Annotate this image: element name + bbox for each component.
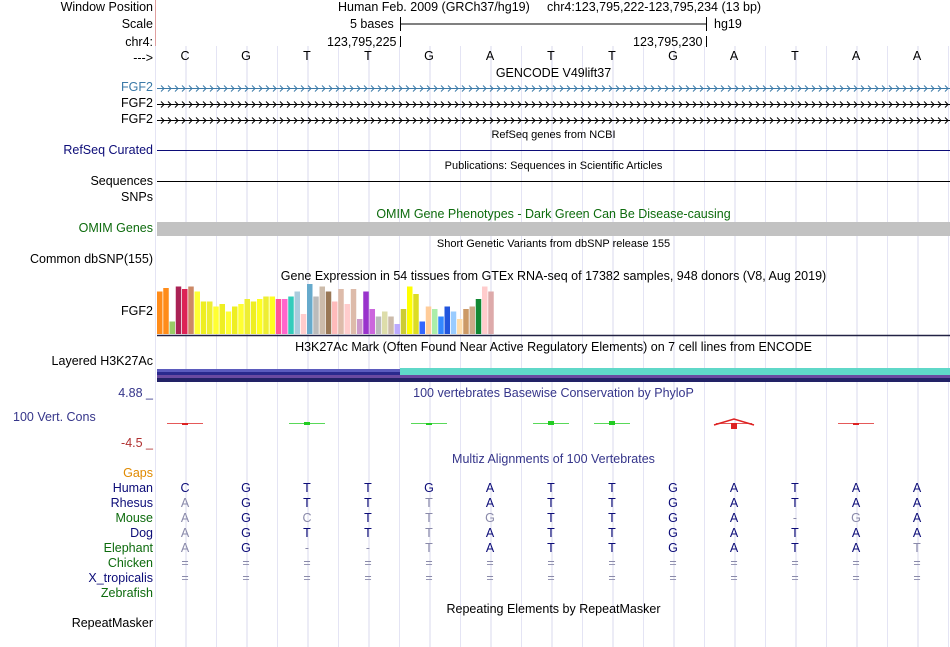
alignment-base: = (303, 571, 311, 585)
base-letter: T (608, 49, 616, 63)
alignment-base: G (668, 526, 678, 540)
alignment-base: = (547, 556, 555, 570)
phylop-bar (853, 423, 859, 425)
base-letter: A (729, 49, 739, 63)
alignment-base: A (180, 496, 190, 510)
alignment-base: T (547, 496, 555, 510)
alignment-base: T (547, 481, 555, 495)
alignment-base: T (364, 526, 372, 540)
scale-label: Scale (121, 17, 153, 31)
coord-left: 123,795,225 (327, 35, 397, 49)
alignment-base: A (851, 496, 861, 510)
alignment-base: T (364, 481, 372, 495)
alignment-base: G (668, 481, 678, 495)
alignment-base: G (485, 511, 495, 525)
alignment-base: T (364, 511, 372, 525)
gtex-label[interactable]: FGF2 (121, 304, 153, 318)
alignment-base: = (425, 571, 433, 585)
phylop-title: 100 vertebrates Basewise Conservation by PhyloP (413, 386, 694, 400)
species-label-zebrafish[interactable]: Zebrafish (100, 586, 153, 600)
alignment-base: A (912, 526, 922, 540)
omim-title: OMIM Gene Phenotypes - Dark Green Can Be Disease-causing (376, 207, 731, 221)
alignment-base: G (424, 481, 434, 495)
alignment-base: C (302, 511, 312, 525)
alignment-base: = (364, 571, 372, 585)
alignment-base: = (730, 556, 738, 570)
base-letter: A (485, 49, 495, 63)
alignment-base: T (303, 481, 311, 495)
alignment-base: = (242, 571, 250, 585)
alignment-base: = (486, 556, 494, 570)
coord-right: 123,795,230 (633, 35, 703, 49)
phylop-bar (548, 421, 554, 425)
alignment-base: = (364, 556, 372, 570)
alignment-base: A (851, 526, 861, 540)
phylop-bar (609, 421, 615, 425)
alignment-base: T (913, 541, 921, 555)
alignment-base: = (547, 571, 555, 585)
base-letter: A (851, 49, 861, 63)
alignment-base: T (608, 526, 616, 540)
alignment-base: T (425, 511, 433, 525)
strand-label: ---> (133, 51, 153, 65)
base-letter: G (424, 49, 434, 63)
base-letter: T (547, 49, 555, 63)
alignment-base: A (851, 541, 861, 555)
alignment-base: T (608, 541, 616, 555)
alignment-base: A (485, 541, 495, 555)
gtex-title: Gene Expression in 54 tissues from GTEx RNA-seq of 17382 samples, 948 donors (V8, Aug 2019) (280, 269, 827, 283)
phylop-bar (731, 423, 737, 429)
gaps-label[interactable]: Gaps (123, 466, 153, 480)
alignment-base: - (365, 541, 371, 555)
alignment-base: A (180, 526, 190, 540)
alignment-base: A (485, 526, 495, 540)
base-letter: T (791, 49, 799, 63)
alignment-base: - (304, 541, 310, 555)
alignment-base: A (180, 511, 190, 525)
phylop-bar (182, 423, 188, 425)
alignment-base: A (729, 481, 739, 495)
h3k27ac-title: H3K27Ac Mark (Often Found Near Active Regulatory Elements) on 7 cell lines from ENCODE (295, 340, 812, 354)
multiz-title: Multiz Alignments of 100 Vertebrates (452, 452, 655, 466)
alignment-base: G (241, 496, 251, 510)
phylop-ymax: 4.88 _ (118, 386, 153, 400)
base-letter: C (180, 49, 190, 63)
alignment-base: C (180, 481, 190, 495)
alignment-base: = (608, 571, 616, 585)
alignment-base: A (180, 541, 190, 555)
alignment-base: = (669, 571, 677, 585)
alignment-base: T (608, 511, 616, 525)
alignment-base: G (241, 541, 251, 555)
dbsnp-label[interactable]: Common dbSNP(155) (30, 252, 153, 266)
gencode-gene-label-2[interactable]: FGF2 (121, 96, 153, 110)
alignment-base: T (425, 541, 433, 555)
alignment-base: T (425, 496, 433, 510)
alignment-base: T (608, 496, 616, 510)
alignment-base: G (241, 481, 251, 495)
scale-text: 5 bases (350, 17, 394, 31)
species-label-chicken[interactable]: Chicken (107, 556, 153, 570)
species-label-dog[interactable]: Dog (130, 526, 153, 540)
alignment-base: T (547, 526, 555, 540)
omim-label[interactable]: OMIM Genes (78, 221, 153, 235)
alignment-base: T (547, 541, 555, 555)
alignment-base: A (729, 541, 739, 555)
alignment-base: T (608, 481, 616, 495)
phylop-ymin: -4.5 _ (121, 436, 153, 450)
alignment-base: = (608, 556, 616, 570)
alignment-base: = (181, 571, 189, 585)
phylop-label[interactable]: 100 Vert. Cons (13, 410, 96, 424)
gencode-gene-label-3[interactable]: FGF2 (121, 112, 153, 126)
species-label-rhesus[interactable]: Rhesus (110, 496, 153, 510)
alignment-base: A (851, 481, 861, 495)
snps-label[interactable]: SNPs (121, 190, 153, 204)
alignment-base: G (241, 526, 251, 540)
alignment-base: = (303, 556, 311, 570)
refseq-title: RefSeq genes from NCBI (491, 129, 616, 141)
alignment-base: = (669, 556, 677, 570)
alignment-base: G (668, 496, 678, 510)
repeatmasker-label[interactable]: RepeatMasker (71, 616, 153, 630)
alignment-base: = (913, 571, 921, 585)
species-label-human[interactable]: Human (112, 481, 153, 495)
alignment-base: A (729, 511, 739, 525)
gencode-title: GENCODE V49lift37 (495, 66, 612, 80)
assembly-text: Human Feb. 2009 (GRCh37/hg19) (338, 0, 530, 14)
phylop-bar (426, 423, 432, 425)
refseq-label[interactable]: RefSeq Curated (63, 143, 153, 157)
alignment-base: A (485, 496, 495, 510)
alignment-base: - (792, 511, 798, 525)
alignment-base: A (729, 496, 739, 510)
sequences-label[interactable]: Sequences (90, 174, 153, 188)
alignment-base: G (241, 511, 251, 525)
alignment-base: = (913, 556, 921, 570)
dbsnp-title: Short Genetic Variants from dbSNP release 155 (436, 238, 671, 250)
alignment-base: G (668, 541, 678, 555)
db-text: hg19 (714, 17, 742, 31)
alignment-base: = (730, 571, 738, 585)
base-letter: A (912, 49, 922, 63)
alignment-base: = (791, 556, 799, 570)
publications-title: Publications: Sequences in Scientific Articles (444, 160, 663, 172)
alignment-base: T (791, 481, 799, 495)
alignment-base: A (485, 481, 495, 495)
alignment-base: = (425, 556, 433, 570)
chrom-label: chr4: (125, 35, 153, 49)
base-letter: G (241, 49, 251, 63)
alignment-base: T (364, 496, 372, 510)
base-letter: T (364, 49, 372, 63)
alignment-base: A (912, 511, 922, 525)
species-label-mouse[interactable]: Mouse (115, 511, 153, 525)
alignment-base: = (486, 571, 494, 585)
repeatmasker-title: Repeating Elements by RepeatMasker (446, 602, 661, 616)
species-label-x_tropicalis[interactable]: X_tropicalis (88, 571, 153, 585)
alignment-base: T (303, 526, 311, 540)
alignment-base: T (425, 526, 433, 540)
alignment-base: T (791, 496, 799, 510)
alignment-base: T (791, 526, 799, 540)
alignment-base: G (851, 511, 861, 525)
position-text[interactable]: chr4:123,795,222-123,795,234 (13 bp) (547, 0, 762, 14)
phylop-bar (304, 422, 310, 425)
alignment-base: = (181, 556, 189, 570)
alignment-base: T (547, 511, 555, 525)
base-letter: T (303, 49, 311, 63)
alignment-base: = (791, 571, 799, 585)
alignment-base: A (912, 481, 922, 495)
gencode-gene-label-1[interactable]: FGF2 (121, 80, 153, 94)
alignment-base: A (912, 496, 922, 510)
alignment-base: T (791, 541, 799, 555)
species-label-elephant[interactable]: Elephant (103, 541, 153, 555)
h3k27ac-label[interactable]: Layered H3K27Ac (51, 354, 153, 368)
alignment-base: = (852, 571, 860, 585)
alignment-base: A (729, 526, 739, 540)
alignment-base: G (668, 511, 678, 525)
window-position-label: Window Position (60, 0, 153, 14)
alignment-base: T (303, 496, 311, 510)
alignment-base: = (242, 556, 250, 570)
alignment-base: = (852, 556, 860, 570)
base-letter: G (668, 49, 678, 63)
